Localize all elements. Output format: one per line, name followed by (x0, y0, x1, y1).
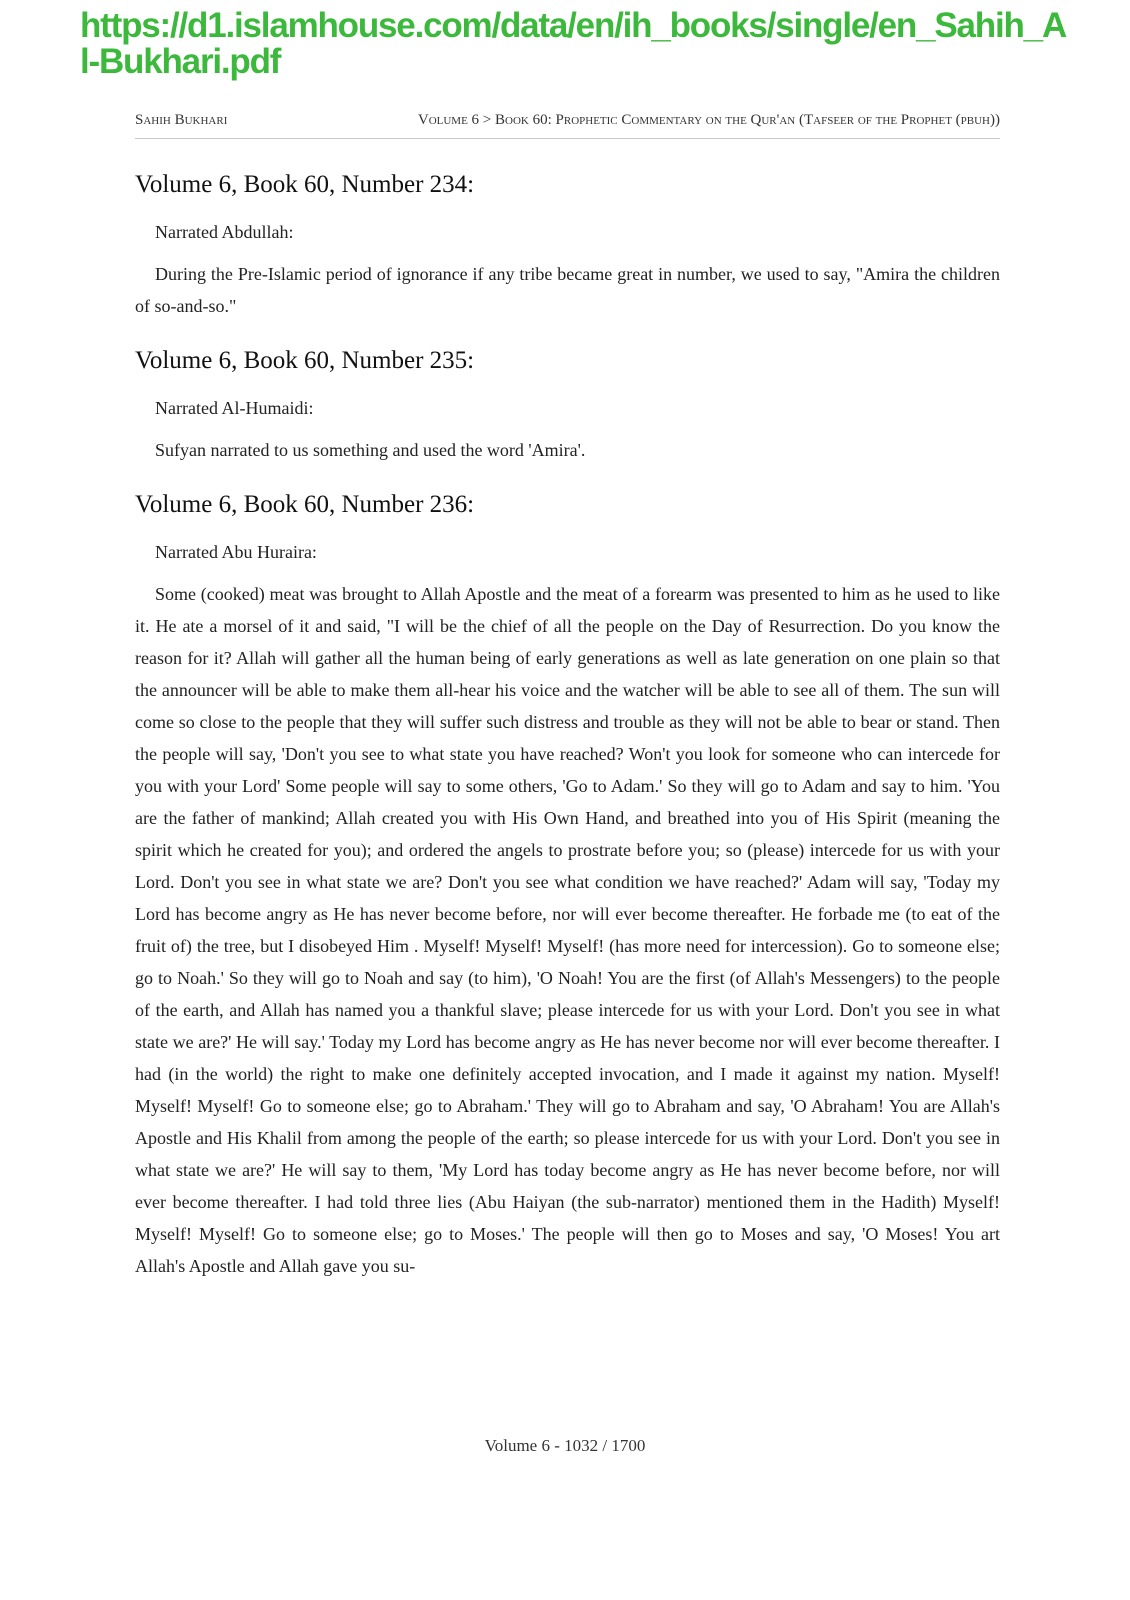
hadith-entry (135, 344, 1000, 466)
hadith-title: Volume 6, Book 60, Number 235: (135, 347, 475, 374)
hadith-entry (135, 168, 1000, 322)
hadith-narrator: Narrated Abdullah: (155, 222, 294, 242)
hadith-entry (135, 488, 1000, 1282)
hadith-text: Some (cooked) meat was brought to Allah Apostle and the meat of a forearm was presented to him as he used to like it. He ate a morsel of it and said, "I will be the chief of all the people on the Day of Resurrection. Do you know the reason for it? Allah will gather all the human being of early generations as well as late generation on one plain so that the announcer will be able to make them all-hear his voice and the watcher will be able to see all of them. The sun will come so close to the people that they will suffer such distress and trouble as they will not be able to bear or stand. Then the people will say, 'Don't you see to what state you have reached? Won't you look for someone who can intercede for you with your Lord' Some people will say to some others, 'Go to Adam.' So they will go to Adam and say to him. 'You are the father of mankind; Allah created you with His Own Hand, and breathed into you of His Spirit (meaning the spirit which he created for you); and ordered the angels to prostrate before you; so (please) intercede for us with your Lord. Don't you see in what state we are? Don't you see what condition we have reached?' Adam will say, 'Today my Lord has become angry as He has never become before, nor will ever become thereafter. He forbade me (to eat of the fruit of) the tree, but I disobeyed Him . Myself! Myself! Myself! (has more need for intercession). Go to someone else; go to Noah.' So they will go to Noah and say (to him), 'O Noah! You are the first (of Allah's Messengers) to the people of the earth, and Allah has named you a thankful slave; please intercede for us with your Lord. Don't you see in what state we are?' He will say.' Today my Lord has become angry as He has never become nor will ever become thereafter. I had (in the world) the right to make one definitely accepted invocation, and I made it against my nation. Myself! Myself! Myself! Go to someone else; go to Abraham.' They will go to Abraham and say, 'O Abraham! You are Allah's Apostle and His Khalil from among the people of the earth; so please intercede for us with your Lord. Don't you see in what state we are?' He will say to them, 'My Lord has today become angry as He has never become before, nor will ever become thereafter. I had told three lies (Abu Haiyan (the sub-narrator) mentioned them in the Hadith) Myself! Myself! Myself! Go to someone else; go to Moses.' The people will then go to Moses and say, 'O Moses! You art Allah's Apostle and Allah gave you su- (135, 584, 1000, 1276)
page-content (135, 168, 1000, 1304)
hadith-narrator: Narrated Abu Huraira: (155, 542, 317, 562)
hadith-title: Volume 6, Book 60, Number 234: (135, 171, 475, 198)
hadith-text: Sufyan narrated to us something and used the word 'Amira'. (155, 440, 586, 460)
source-url-link[interactable]: https://d1.islamhouse.com/data/en/ih_books/single/en_Sahih_Al-Bukhari.pdf (80, 6, 1067, 81)
hadith-narrator: Narrated Al-Humaidi: (155, 398, 314, 418)
page-number: Volume 6 - 1032 / 1700 (484, 1436, 646, 1455)
book-title: Sahih Bukhari (135, 112, 228, 128)
hadith-title: Volume 6, Book 60, Number 236: (135, 491, 475, 518)
chapter-breadcrumb: Volume 6 > Book 60: Prophetic Commentary on the Qur'an (Tafseer of the Prophet (pbuh)) (417, 112, 1000, 128)
running-header (135, 112, 1000, 139)
hadith-text: During the Pre-Islamic period of ignorance if any tribe became great in number, we used to say, "Amira the children of so-and-so." (135, 264, 1000, 316)
